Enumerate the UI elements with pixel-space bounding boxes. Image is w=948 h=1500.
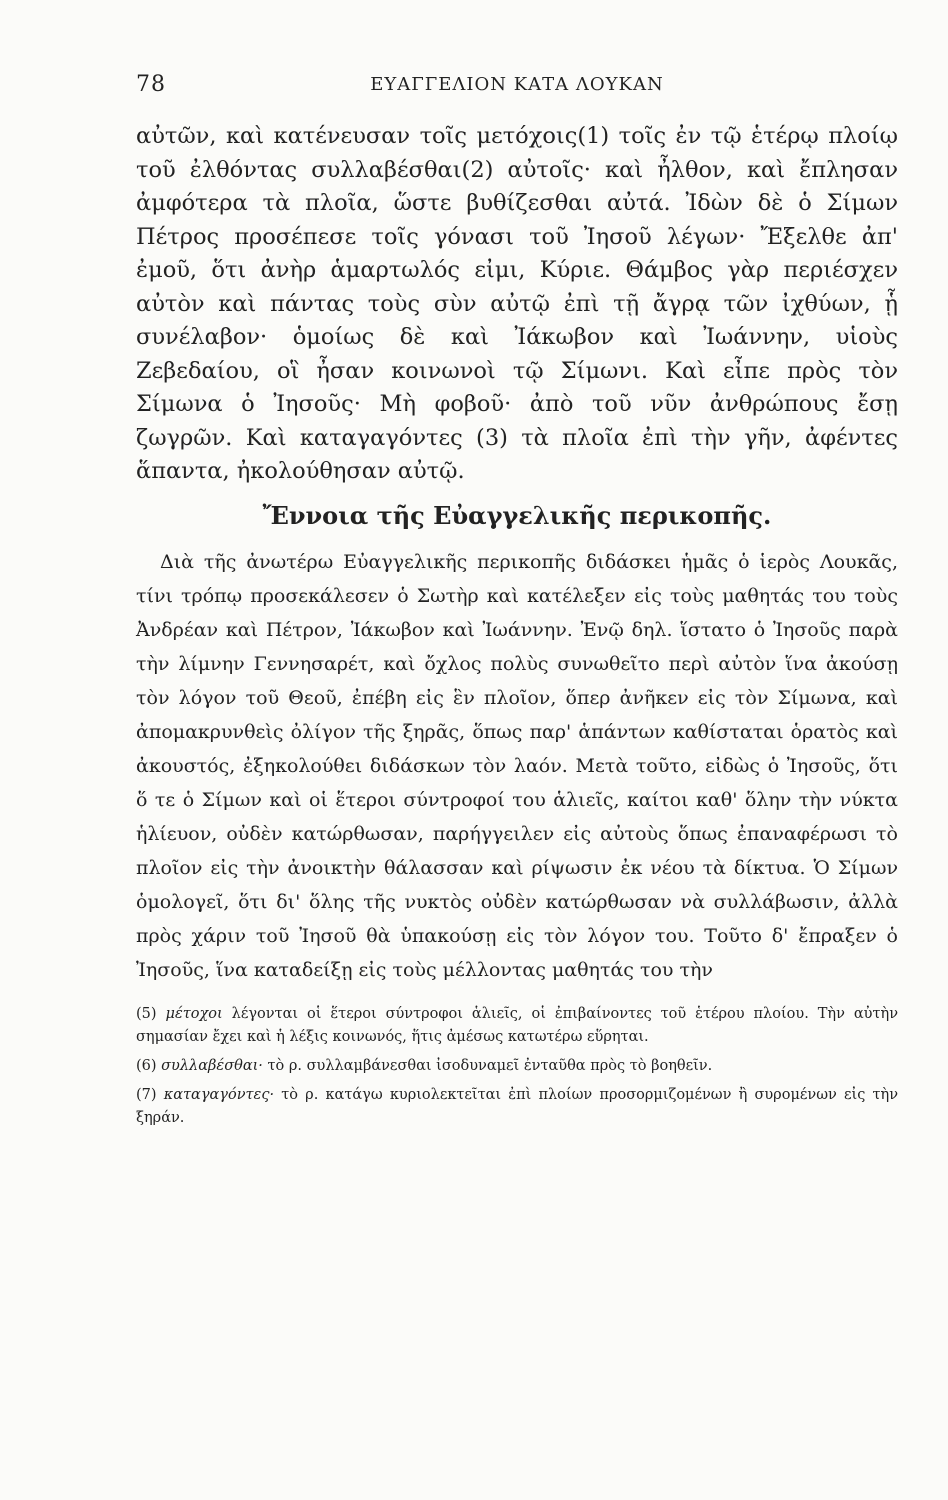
footnote-text: τὸ ρ. κατάγω κυριολεκτεῖται ἐπὶ πλοίων προσορμιζομένων ἢ συρομένων εἰς τὴν ξηράν. (136, 1086, 899, 1126)
page-header (136, 72, 898, 108)
running-title: ΕΥΑΓΓΕΛΙΟΝ ΚΑΤΑ ΛΟΥΚΑΝ (370, 74, 664, 95)
page-body (136, 120, 898, 1136)
footnote-text: τὸ ρ. συλλαμβάνεσθαι ἰσοδυναμεῖ ἐνταῦθα πρὸς τὸ βοηθεῖν. (267, 1057, 713, 1074)
footnote-term: καταγαγόντες· (163, 1086, 275, 1103)
gospel-passage: αὐτῶν, καὶ κατένευσαν τοῖς μετόχοις(1) τοῖς ἐν τῷ ἑτέρῳ πλοίῳ τοῦ ἐλθόντας συλλαβέσθαι(2) αὐτοῖς· καὶ ἦλθον, καὶ ἔπλησαν ἀμφότερα τὰ πλοῖα, ὥστε βυθίζεσθαι αὐτά. Ἰδὼν δὲ ὁ Σίμων Πέτρος προσέπεσε τοῖς γόνασι τοῦ Ἰησοῦ λέγων· Ἔξελθε ἀπ' ἐμοῦ, ὅτι ἀνὴρ ἁμαρτωλός εἰμι, Κύριε. Θάμβος γὰρ περιέσχεν αὐτὸν καὶ πάντας τοὺς σὺν αὐτῷ ἐπὶ τῇ ἄγρᾳ τῶν ἰχθύων, ᾗ συνέλαβον· ὁμοίως δὲ καὶ Ἰάκωβον καὶ Ἰωάννην, υἱοὺς Ζεβεδαίου, οἳ ἦσαν κοινωνοὶ τῷ Σίμωνι. Καὶ εἶπε πρὸς τὸν Σίμωνα ὁ Ἰησοῦς· Μὴ φοβοῦ· ἀπὸ τοῦ νῦν ἀνθρώπους ἔσῃ ζωγρῶν. Καὶ καταγαγόντες (3) τὰ πλοῖα ἐπὶ τὴν γῆν, ἀφέντες ἅπαντα, ἠκολούθησαν αὐτῷ. (136, 123, 898, 484)
footnote-number: (5) (136, 1005, 157, 1022)
footnote (136, 1084, 898, 1130)
page-number: 78 (136, 72, 166, 97)
footnote-number: (7) (136, 1086, 157, 1103)
footnote-term: συλλαβέσθαι· (161, 1057, 263, 1074)
footnotes (136, 1003, 898, 1130)
footnote-text: λέγονται οἱ ἕτεροι σύντροφοι ἁλιεῖς, οἱ ἐπιβαίνοντες τοῦ ἑτέρου πλοίου. Τὴν αὐτὴν σημασίαν ἔχει καὶ ἡ λέξις κοινωνός, ἥτις ἀμέσως κατωτέρω εὕρηται. (136, 1005, 899, 1045)
footnote-number: (6) (136, 1057, 157, 1074)
footnote (136, 1003, 898, 1049)
footnote (136, 1055, 898, 1078)
section-heading: Ἔννοια τῆς Εὐαγγελικῆς περικοπῆς. (262, 500, 772, 530)
footnote-term: μέτοχοι (165, 1005, 223, 1022)
commentary-paragraph: Διὰ τῆς ἀνωτέρω Εὐαγγελικῆς περικοπῆς διδάσκει ἡμᾶς ὁ ἱερὸς Λουκᾶς, τίνι τρόπῳ προσεκάλεσεν ὁ Σωτὴρ καὶ κατέλεξεν εἰς τοὺς μαθητάς του τοὺς Ἀνδρέαν καὶ Πέτρον, Ἰάκωβον καὶ Ἰωάννην. Ἐνῷ δηλ. ἵστατο ὁ Ἰησοῦς παρὰ τὴν λίμνην Γεννησαρέτ, καὶ ὄχλος πολὺς συνωθεῖτο περὶ αὐτὸν ἵνα ἀκούσῃ τὸν λόγον τοῦ Θεοῦ, ἐπέβη εἰς ἓν πλοῖον, ὅπερ ἀνῆκεν εἰς τὸν Σίμωνα, καὶ ἀπομακρυνθεὶς ὀλίγον τῆς ξηρᾶς, ὅπως παρ' ἁπάντων καθίσταται ὁρατὸς καὶ ἀκουστός, ἐξηκολούθει διδάσκων τὸν λαόν. Μετὰ τοῦτο, εἰδὼς ὁ Ἰησοῦς, ὅτι ὅ τε ὁ Σίμων καὶ οἱ ἕτεροι σύντροφοί του ἁλιεῖς, καίτοι καθ' ὅλην τὴν νύκτα ἡλίευον, οὐδὲν κατώρθωσαν, παρήγγειλεν εἰς αὐτοὺς ὅπως ἐπαναφέρωσι τὸ πλοῖον εἰς τὴν ἀνοικτὴν θάλασσαν καὶ ρίψωσιν ἐκ νέου τὰ δίκτυα. Ὁ Σίμων ὁμολογεῖ, ὅτι δι' ὅλης τῆς νυκτὸς οὐδὲν κατώρθωσαν νὰ συλλάβωσιν, ἀλλὰ πρὸς χάριν τοῦ Ἰησοῦ θὰ ὑπακούσῃ εἰς τὸν λόγον του. Τοῦτο δ' ἔπραξεν ὁ Ἰησοῦς, ἵνα καταδείξῃ εἰς τοὺς μέλλοντας μαθητάς του τὴν (136, 550, 898, 981)
